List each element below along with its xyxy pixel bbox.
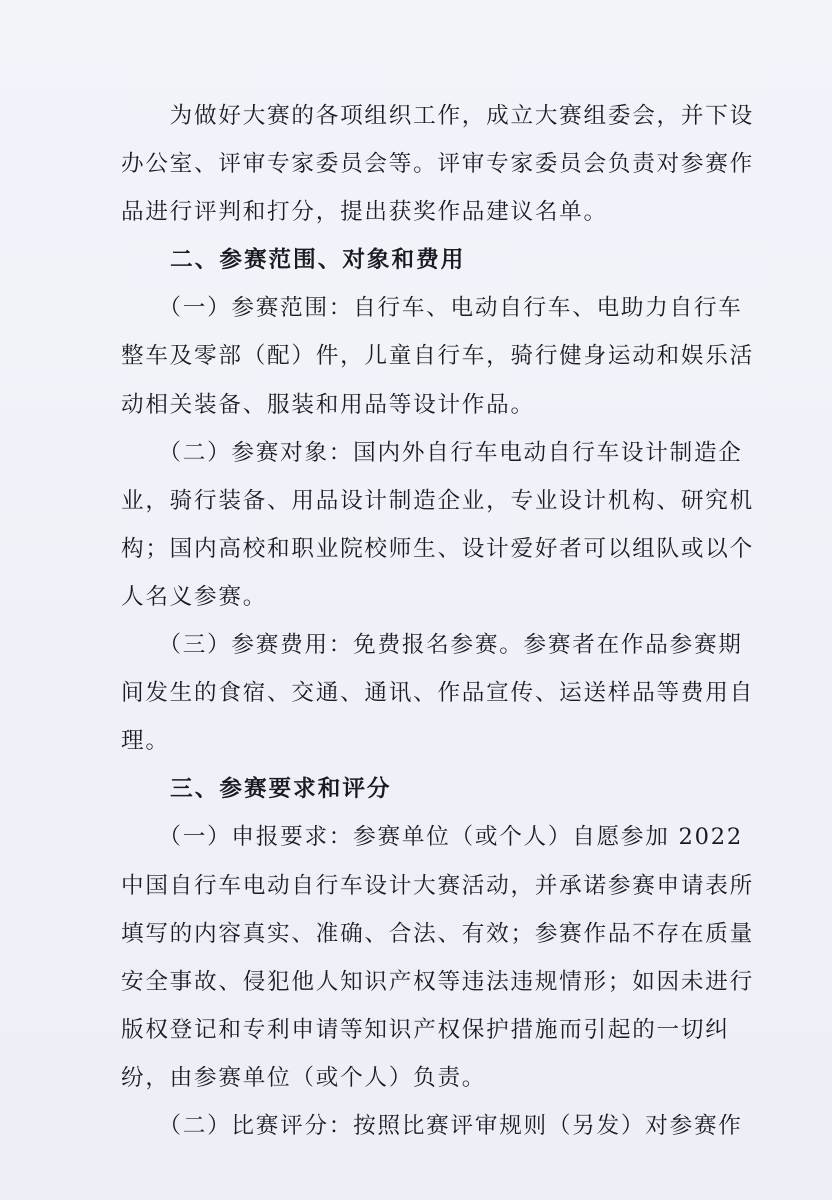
paragraph-line: （一）参赛范围：自行车、电动自行车、电助力自行车 — [121, 295, 743, 322]
paragraph-line: 整车及零部（配）件，儿童自行车，骑行健身运动和娱乐活 — [121, 343, 754, 370]
document-body — [121, 92, 754, 1150]
section-heading: 三、参赛要求和评分 — [121, 776, 392, 803]
paragraph-line: 动相关装备、服装和用品等设计作品。 — [121, 391, 535, 418]
paragraph-line: 中国自行车电动自行车设计大赛活动，并承诺参赛申请表所 — [121, 872, 754, 899]
paragraph-line: （二）比赛评分：按照比赛评审规则（另发）对参赛作 — [121, 1112, 743, 1139]
paragraph-line: 间发生的食宿、交通、通讯、作品宣传、运送样品等费用自 — [121, 680, 754, 707]
paragraph-line: （一）申报要求：参赛单位（或个人）自愿参加 2022 — [121, 824, 744, 851]
paragraph-line: 人名义参赛。 — [121, 583, 268, 610]
paragraph-line: 为做好大赛的各项组织工作，成立大赛组委会，并下设 — [121, 103, 754, 129]
section-heading: 二、参赛范围、对象和费用 — [121, 247, 466, 274]
paragraph-line: 填写的内容真实、准确、合法、有效；参赛作品不存在质量 — [121, 920, 754, 947]
paragraph-line: 纷，由参赛单位（或个人）负责。 — [121, 1064, 487, 1091]
paragraph-line: 业，骑行装备、用品设计制造企业，专业设计机构、研究机 — [121, 487, 754, 514]
paragraph-line: 理。 — [121, 728, 170, 755]
paragraph-line: （三）参赛费用：免费报名参赛。参赛者在作品参赛期 — [121, 632, 743, 659]
paragraph-line: 安全事故、侵犯他人知识产权等违法违规情形；如因未进行 — [121, 968, 754, 995]
paragraph-line: 版权登记和专利申请等知识产权保护措施而引起的一切纠 — [121, 1016, 730, 1043]
paragraph-line: （二）参赛对象：国内外自行车电动自行车设计制造企 — [121, 439, 743, 466]
paragraph-line: 品进行评判和打分，提出获奖作品建议名单。 — [121, 199, 608, 226]
paragraph-line: 构；国内高校和职业院校师生、设计爱好者可以组队或以个 — [121, 535, 754, 562]
paragraph-line: 办公室、评审专家委员会等。评审专家委员会负责对参赛作 — [121, 151, 754, 178]
